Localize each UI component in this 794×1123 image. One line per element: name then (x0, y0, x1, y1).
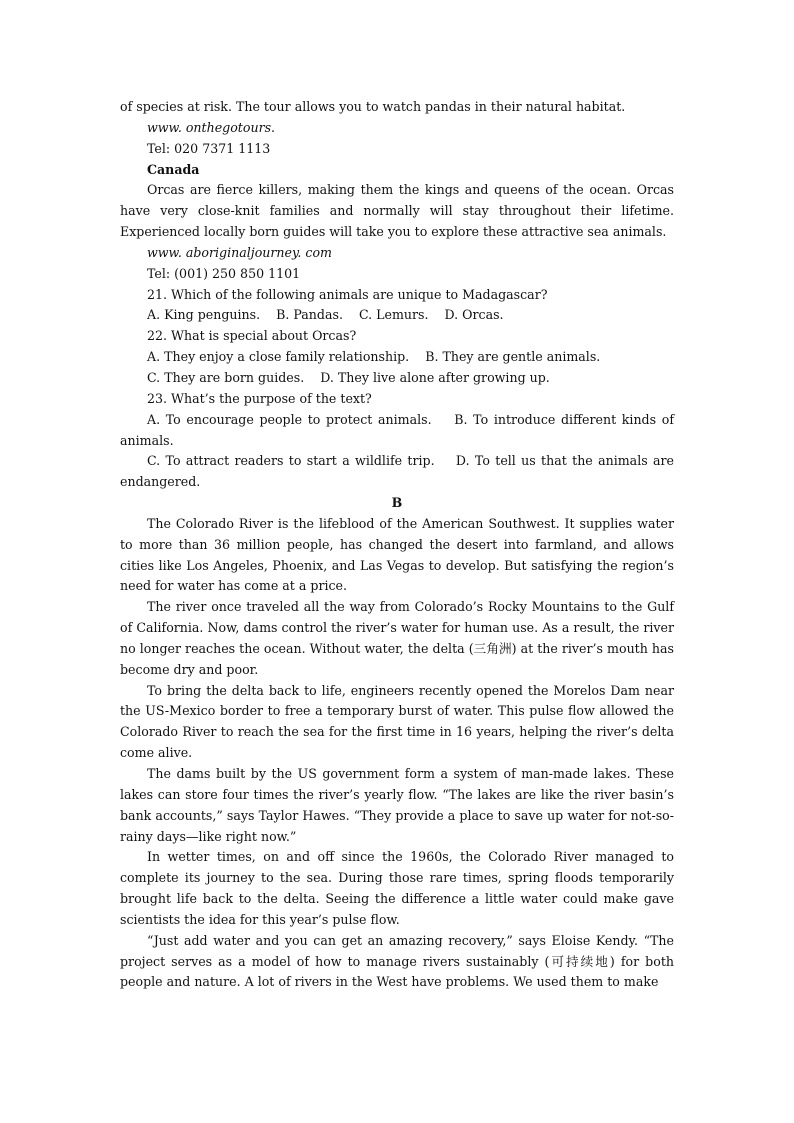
question-23-options-ab: A. To encourage people to protect animals. B. To introduce different kinds of animals. (120, 411, 679, 448)
document-page (120, 97, 679, 993)
section-b-heading: B (391, 495, 403, 511)
passage-b-paragraph-1: The Colorado River is the lifeblood of the American Southwest. It supplies water to more than 36 million people, has changed the desert into farmland, and allows cities like Los Angeles, Phoenix, and Las Vegas to develop. But satisfying the region’s need for water has come at a price. (120, 515, 674, 594)
canada-paragraph: Orcas are fierce killers, making them the kings and queens of the ocean. Orcas have very close-knit families and normally will stay throughout their lifetime. Experienced locally born guides will take you to explore these attractive sea animals. (120, 182, 674, 240)
passage-b-paragraph-2: The river once traveled all the way from Colorado’s Rocky Mountains to the Gulf of California. Now, dams control the river’s water for human use. As a result, the river no longer reaches the ocean. Without water, the delta (三角洲) at the river’s mouth has become dry and poor. (120, 599, 674, 677)
question-21-options: A. King penguins. B. Pandas. C. Lemurs. D. Orcas. (147, 307, 504, 323)
passage-b-paragraph-4: The dams built by the US government form a system of man-made lakes. These lakes can store four times the river’s yearly flow. “The lakes are like the river basin’s bank accounts,” says Taylor Hawes. “They provide a place to save up water for not-so-rainy days—like right now.” (120, 766, 674, 844)
question-22-options-cd: C. They are born guides. D. They live alone after growing up. (147, 369, 550, 385)
question-23-options-cd: C. To attract readers to start a wildlife trip. D. To tell us that the animals are endangered. (120, 453, 679, 490)
question-22-stem: 22. What is special about Orcas? (147, 328, 357, 344)
canada-heading: Canada (147, 161, 200, 177)
china-paragraph-continuation: of species at risk. The tour allows you to watch pandas in their natural habitat. (120, 99, 626, 114)
question-23-stem: 23. What’s the purpose of the text? (147, 390, 372, 406)
china-website: www. onthegotours. (147, 119, 276, 135)
passage-b-paragraph-6: “Just add water and you can get an amazing recovery,” says Eloise Kendy. “The project serves as a model of how to manage rivers sustainably (可持续地) for both people and nature. A lot of rivers in the West have problems. We used them to make (120, 932, 674, 990)
passage-b-paragraph-3: To bring the delta back to life, engineers recently opened the Morelos Dam near the US-Mexico border to free a temporary burst of water. This pulse flow allowed the Colorado River to reach the sea for the first time in 16 years, helping the river’s delta come alive. (120, 682, 674, 761)
passage-b-paragraph-5: In wetter times, on and off since the 1960s, the Colorado River managed to complete its journey to the sea. During those rare times, spring floods temporarily brought life back to the delta. Seeing the difference a little water could make gave scientists the idea for this year’s pulse flow. (120, 849, 674, 927)
canada-website: www. aboriginaljourney. com (147, 244, 332, 260)
question-22-options-ab: A. They enjoy a close family relationship. B. They are gentle animals. (147, 349, 601, 365)
question-21-stem: 21. Which of the following animals are unique to Madagascar? (147, 286, 548, 302)
china-telephone: Tel: 020 7371 1113 (147, 140, 271, 156)
canada-telephone: Tel: (001) 250 850 1101 (147, 265, 301, 281)
